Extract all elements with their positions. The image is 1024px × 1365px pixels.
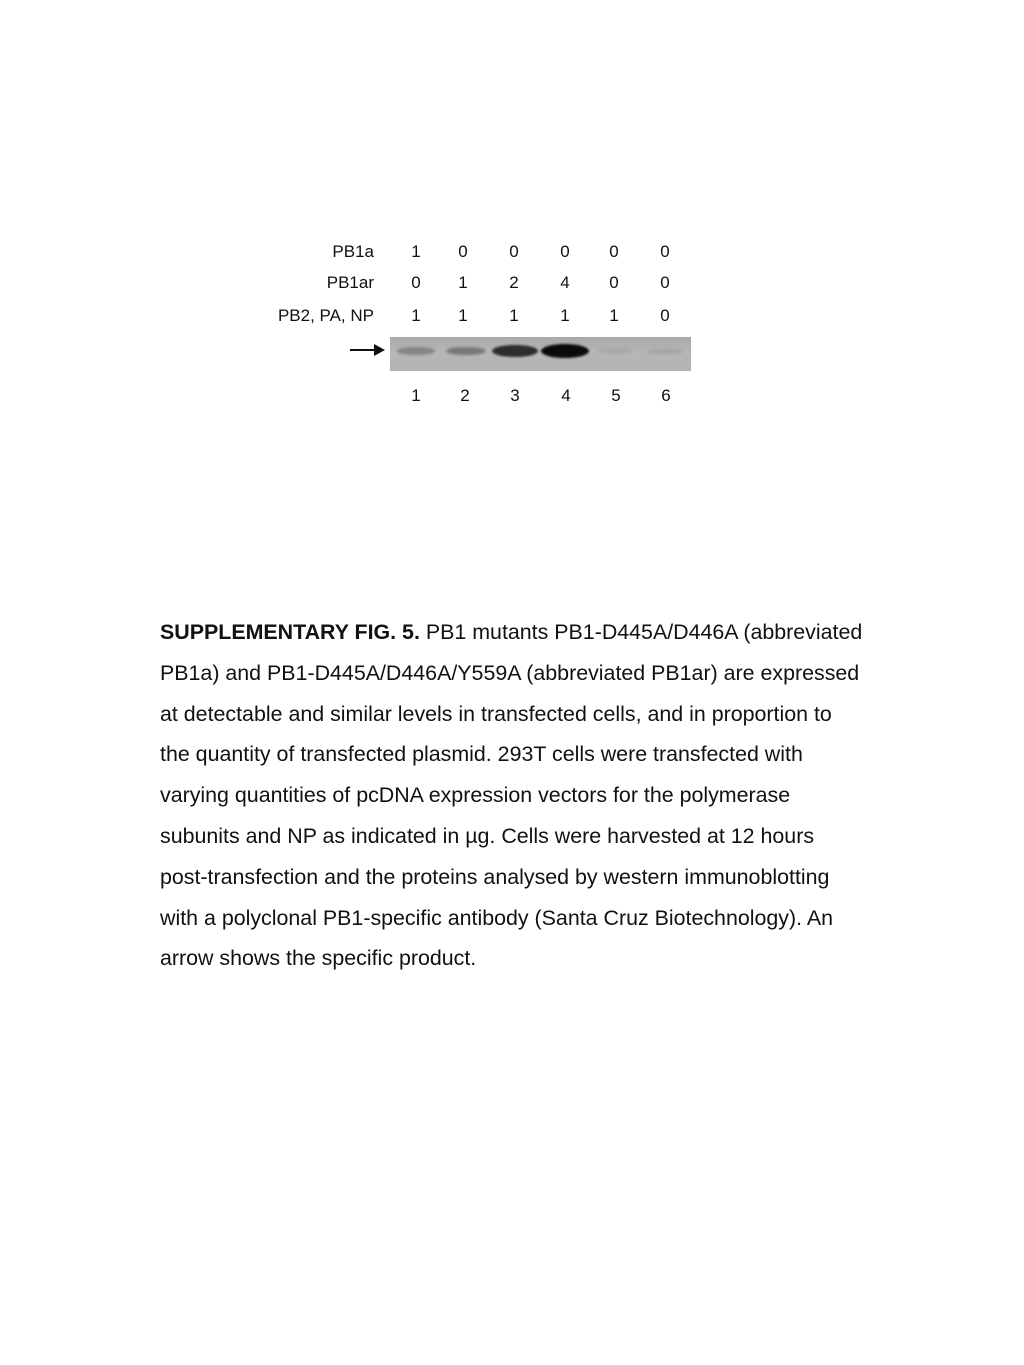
caption-line-9: arrow shows the specific product.	[160, 946, 477, 971]
caption-line-1-text: PB1 mutants PB1-D445A/D446A (abbreviated	[425, 620, 863, 644]
caption-line-1	[160, 612, 920, 653]
pb1a-lane-2-value: 0	[458, 242, 468, 261]
caption-line-4: the quantity of transfected plasmid. 293T cells were transfected with	[160, 742, 803, 767]
caption-line-5: varying quantities of pcDNA expression vectors for the polymerase	[160, 783, 791, 808]
lane-number-1: 1	[411, 386, 421, 405]
lane-number-3: 3	[510, 386, 520, 405]
pb2-pa-np-lane-2-value: 1	[458, 306, 468, 325]
row-label-pb2-pa-np: PB2, PA, NP	[277, 306, 374, 325]
pb1ar-lane-2-value: 1	[458, 273, 468, 292]
pb2-pa-np-lane-6-value: 0	[660, 306, 670, 325]
lane-number-2: 2	[460, 386, 470, 405]
row-label-pb1ar: PB1ar	[326, 273, 374, 292]
arrow-right-icon	[350, 341, 386, 359]
pb1a-lane-4-value: 0	[560, 242, 570, 261]
pb1a-lane-3-value: 0	[509, 242, 519, 261]
blot-band-lane-1	[397, 347, 436, 355]
western-blot-figure	[0, 0, 1024, 430]
figure-caption	[160, 612, 920, 979]
pb1ar-lane-6-value: 0	[660, 273, 670, 292]
lane-number-4: 4	[561, 386, 571, 405]
lane-number-6: 6	[661, 386, 671, 405]
pb2-pa-np-lane-3-value: 1	[509, 306, 519, 325]
pb2-pa-np-lane-1-value: 1	[411, 306, 421, 325]
blot-band-lane-3	[492, 345, 538, 358]
caption-line-6: subunits and NP as indicated in µg. Cells were harvested at 12 hours	[160, 823, 815, 848]
pb1a-lane-6-value: 0	[660, 242, 670, 261]
blot-band-lane-4	[541, 344, 589, 358]
row-label-pb1a: PB1a	[332, 242, 374, 261]
blot-band-lane-2	[446, 347, 486, 356]
pb1a-lane-5-value: 0	[609, 242, 619, 261]
pb2-pa-np-lane-5-value: 1	[609, 306, 619, 325]
blot-band-lane-5	[597, 349, 632, 354]
caption-line-7: post-transfection and the proteins analysed by western immunoblotting	[160, 864, 830, 889]
pb1ar-lane-1-value: 0	[411, 273, 421, 292]
pb1ar-lane-5-value: 0	[609, 273, 619, 292]
caption-figure-label: SUPPLEMENTARY FIG. 5.	[160, 620, 420, 644]
pb2-pa-np-lane-4-value: 1	[560, 306, 570, 325]
pb1ar-lane-4-value: 4	[560, 273, 570, 292]
lane-number-5: 5	[611, 386, 621, 405]
caption-line-8: with a polyclonal PB1-specific antibody (Santa Cruz Biotechnology). An	[160, 905, 833, 930]
caption-line-3: at detectable and similar levels in transfected cells, and in proportion to	[160, 701, 832, 726]
blot-band-lane-6	[647, 349, 682, 354]
western-blot-image	[390, 337, 691, 371]
pb1a-lane-1-value: 1	[411, 242, 421, 261]
caption-line-2: PB1a) and PB1-D445A/D446A/Y559A (abbreviated PB1ar) are expressed	[160, 660, 860, 685]
pb1ar-lane-3-value: 2	[509, 273, 519, 292]
